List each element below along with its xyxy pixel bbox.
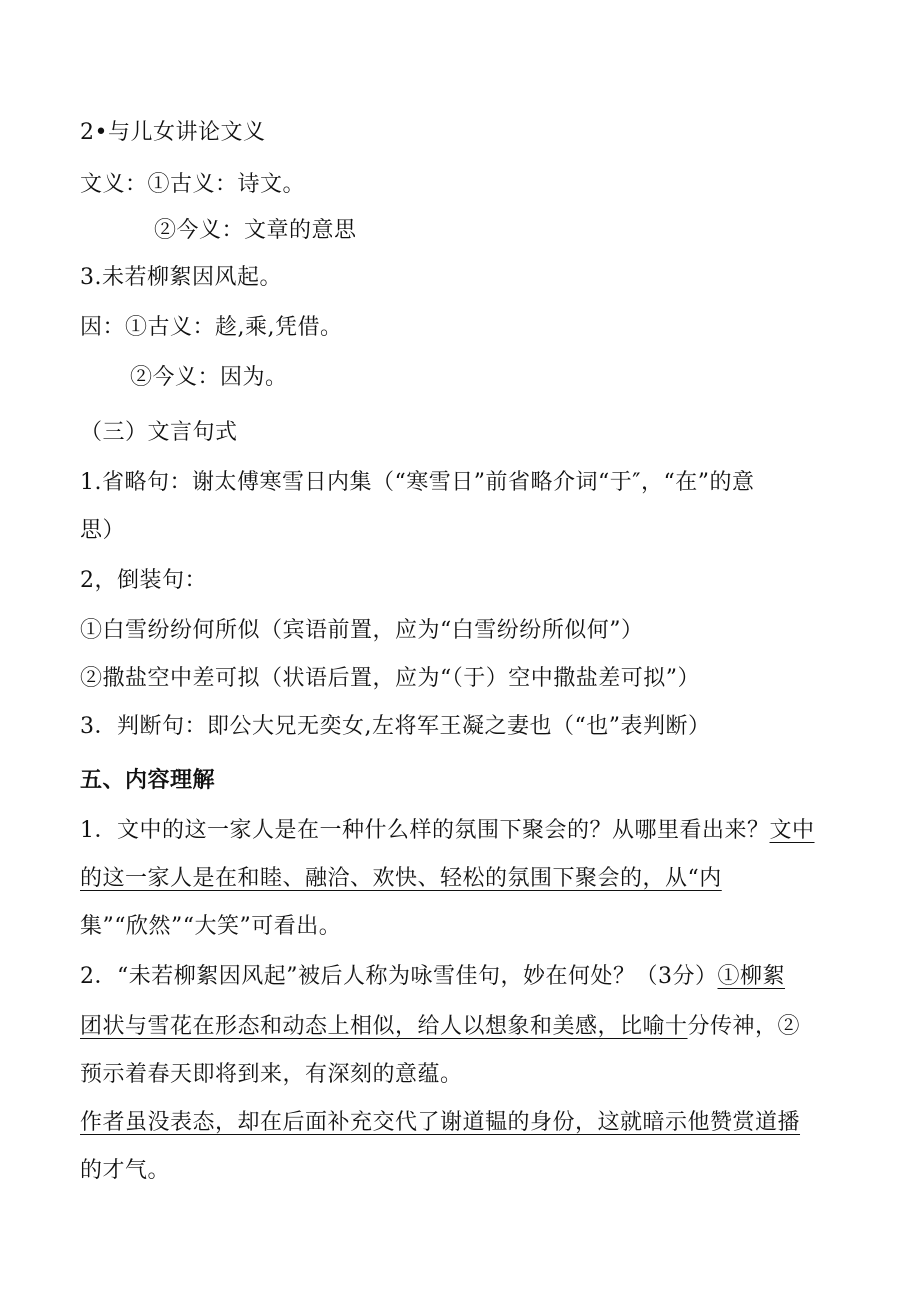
answer-1-start: 文中 [769, 818, 815, 843]
question-2 [80, 962, 785, 992]
inversion-heading: 2，倒装句： [80, 568, 207, 593]
answer-1-line-2: 的这一家人是在和睦、融洽、欢快、轻松的氛围下聚会的，从“内 [80, 866, 722, 891]
question-1-text: 1．文中的这一家人是在一种什么样的氛围下聚会的？从哪里看出来？ [80, 818, 770, 843]
question-1 [80, 816, 815, 846]
answer-2-underlined: 团状与雪花在形态和动态上相似，给人以想象和美感，比喻十 [80, 1014, 688, 1039]
judgment-sentence: 3．判断句：即公大兄无奕女,左将军王凝之妻也（“也”表判断） [80, 714, 711, 739]
wenyi-ancient-meaning: 文义：①古义：诗文。 [80, 172, 306, 197]
answer-2-line-3: 预示着春天即将到来，有深刻的意蕴。 [80, 1062, 463, 1087]
section-5-heading: 五、内容理解 [80, 768, 216, 793]
answer-2-start: ①柳絮 [717, 964, 786, 989]
answer-2-plain: 分传神，② [687, 1014, 801, 1039]
item-3-heading: 3.未若柳絮因风起。 [80, 265, 282, 290]
yin-modern-meaning: ②今义：因为。 [130, 365, 288, 390]
section-3-heading: （三）文言句式 [80, 420, 238, 445]
ellipsis-sentence-cont: 思） [80, 518, 126, 543]
question-2-text: 2．“未若柳絮因风起”被后人称为咏雪佳句，妙在何处？（3分） [80, 964, 718, 989]
answer-1-line-3: 集”“欣然”“大笑”可看出。 [80, 914, 342, 939]
item-2-heading: 2•与儿女讲论文义 [80, 120, 266, 145]
answer-2-line-4: 作者虽没表态，却在后面补充交代了谢道韫的身份，这就暗示他赞赏道播 [80, 1110, 801, 1135]
answer-2-line-5: 的才气。 [80, 1158, 171, 1183]
inversion-example-1: ①白雪纷纷何所似（宾语前置，应为“白雪纷纷所似何”） [80, 618, 644, 643]
ellipsis-sentence: 1.省略句：谢太傅寒雪日内集（“寒雪日”前省略介词“于″，“在”的意 [80, 470, 755, 495]
inversion-example-2: ②撒盐空中差可拟（状语后置，应为“（于）空中撒盐差可拟”） [80, 666, 700, 691]
wenyi-modern-meaning: ②今义：文章的意思 [154, 218, 357, 243]
yin-ancient-meaning: 因：①古义：趁,乘,凭借。 [80, 315, 343, 340]
answer-2-line-2 [80, 1012, 800, 1042]
